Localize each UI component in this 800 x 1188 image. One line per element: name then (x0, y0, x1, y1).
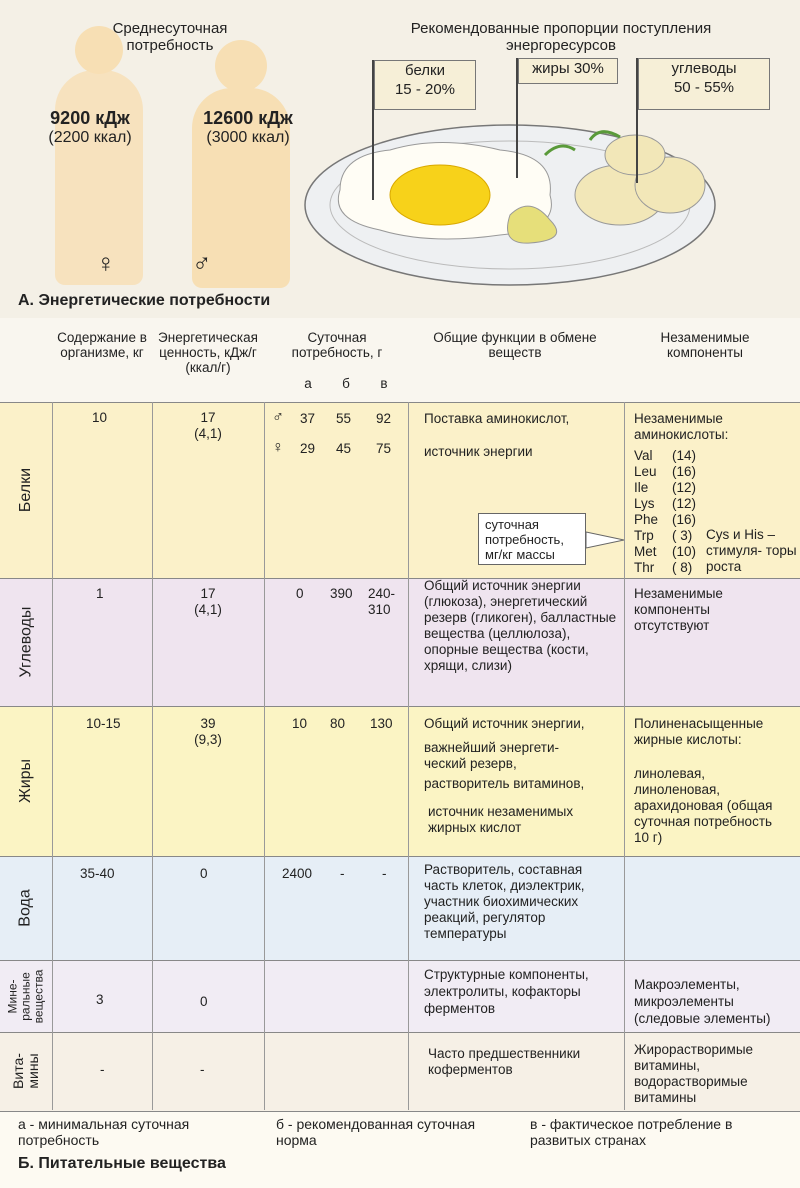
amino-acid-name: Phe (634, 512, 659, 527)
amino-acid-value: ( 3) (672, 528, 693, 543)
minerals-essential: Макроэлементы, микроэлементы (следовые элементы) (634, 977, 771, 1026)
proteins-flag-value: 15 - 20% (394, 81, 456, 98)
col-divider-2 (152, 402, 153, 1110)
row-label-fats-text: Жиры (16, 758, 34, 804)
amino-acid-item (634, 464, 714, 480)
proteins-func-2: источник энергии (424, 444, 533, 459)
amino-acid-name: Trp (634, 528, 654, 543)
daily-need-label: Среднесуточная потребность (112, 20, 228, 54)
proteins-male-b: 55 (336, 411, 352, 426)
fats-flag (518, 58, 618, 84)
carbs-flag-value: 50 - 55% (673, 79, 735, 96)
fats-essential-1: Полиненасыщенные жирные кислоты: (634, 716, 764, 747)
header-daily: Суточная потребность, г (291, 330, 383, 360)
male-kj: 12600 кДж (203, 108, 293, 128)
row-label-vitamins-text: Вита- мины (10, 1053, 41, 1089)
carbs-essential: Незаменимые компоненты отсутствуют (634, 586, 723, 633)
row-label-vitamins (0, 1032, 52, 1110)
vitamins-energy: - (200, 1062, 205, 1077)
amino-acid-value: (12) (672, 480, 697, 495)
fats-flag-name: жиры 30% (532, 60, 604, 77)
water-func: Растворитель, составная часть клеток, диэлектрик, участник биохимических реакций, регулятор температуры (424, 862, 585, 941)
proteins-female-c: 75 (376, 441, 392, 456)
energy-needs-section (0, 0, 800, 319)
amino-acid-value: (16) (672, 464, 697, 479)
amino-acid-value: (10) (672, 544, 697, 559)
header-functions: Общие функции в обмене веществ (433, 330, 597, 360)
proteins-func-1: Поставка аминокислот, (424, 411, 570, 426)
water-a: 2400 (282, 866, 313, 881)
fats-func-1: Общий источник энергии, (424, 716, 585, 731)
amino-acid-item (634, 544, 714, 560)
water-energy: 0 (200, 866, 208, 881)
section-a-title: А. Энергетические потребности (18, 292, 271, 309)
water-c: - (382, 866, 387, 881)
table-header (0, 318, 800, 402)
fats-func-4: источник незаменимых жирных кислот (428, 804, 574, 835)
amino-acid-name: Leu (634, 464, 657, 479)
egg-yolk-icon (390, 165, 490, 225)
row-water (0, 856, 800, 961)
fats-content: 10-15 (86, 716, 121, 731)
amino-acid-name: Met (634, 544, 657, 559)
col-divider-5 (624, 402, 625, 1110)
amino-acid-name: Thr (634, 560, 655, 575)
carbs-func: Общий источник энергии (глюкоза), энергетический резерв (гликоген), балластные вещества (целлюлоза), опорные вещества (кости, хрящи, слизи) (424, 578, 617, 673)
amino-acid-item (634, 512, 714, 528)
female-kcal: (2200 ккал) (48, 129, 132, 146)
fats-energy-kcal: (9,3) (194, 732, 222, 747)
row-label-carbs-text: Углеводы (17, 606, 34, 678)
carbs-flag-name: углеводы (671, 60, 737, 77)
header-col-c: в (380, 376, 388, 391)
header-col-a: а (304, 376, 312, 391)
header-essential: Незаменимые компоненты (660, 330, 750, 360)
amino-acid-name: Lys (634, 496, 655, 511)
header-energy: Энергетическая ценность, кДж/г (ккал/г) (158, 330, 258, 375)
header-content: Содержание в организме, кг (57, 330, 147, 360)
amino-acid-item (634, 448, 714, 464)
carbs-energy (180, 586, 236, 618)
fats-func-2: важнейший энергети- ческий резерв, (424, 740, 559, 771)
col-divider-1 (52, 402, 53, 1110)
amino-acid-value: (16) (672, 512, 697, 527)
carbs-energy-kj: 17 (200, 586, 216, 601)
proteins-male-a: 37 (300, 411, 316, 426)
amino-acid-name: Ile (634, 480, 649, 495)
fats-a: 10 (292, 716, 308, 731)
col-divider-4 (408, 402, 409, 1110)
carbs-c: 240- 310 (368, 586, 396, 617)
row-label-minerals (0, 960, 52, 1032)
female-symbol-icon: ♀ (96, 248, 116, 278)
row-label-minerals-text: Мине- ральные вещества (5, 969, 46, 1023)
plate-illustration (300, 95, 720, 295)
amino-acid-item (634, 496, 714, 512)
proteins-male-c: 92 (376, 411, 392, 426)
legend-a: а - минимальная суточная потребность (18, 1116, 190, 1148)
fats-essential-2: линолевая, линоленовая, арахидоновая (общая суточная потребность 10 г) (634, 766, 773, 845)
daily-need-callout: суточная потребность, мг/кг массы (478, 513, 586, 565)
vitamins-func: Часто предшественники коферментов (428, 1046, 581, 1077)
amino-acid-value: (14) (672, 448, 697, 463)
proteins-flag (374, 60, 476, 110)
male-symbol-small-icon: ♂ (272, 409, 284, 426)
vitamins-content: - (100, 1062, 105, 1077)
callout-pointer (586, 530, 626, 550)
row-label-proteins (0, 402, 52, 578)
proteins-note: Cys и His – стимуля- торы роста (706, 527, 797, 574)
fats-b: 80 (330, 716, 346, 731)
amino-acid-value: (12) (672, 496, 697, 511)
row-label-carbs (0, 578, 52, 706)
header-col-b: б (342, 376, 350, 391)
amino-acid-list (634, 448, 714, 576)
female-kj: 9200 кДж (50, 108, 130, 128)
fats-energy-kj: 39 (200, 716, 216, 731)
proteins-essential-title: Незаменимые аминокислоты: (634, 411, 729, 442)
row-label-water (0, 856, 52, 960)
carbs-a: 0 (296, 586, 304, 601)
female-energy (20, 108, 160, 147)
proteins-energy (180, 410, 236, 442)
minerals-content: 3 (96, 992, 104, 1007)
minerals-energy: 0 (200, 994, 208, 1009)
section-b-title: Б. Питательные вещества (18, 1155, 226, 1172)
carbs-energy-kcal: (4,1) (194, 602, 222, 617)
amino-acid-item (634, 480, 714, 496)
minerals-func: Структурные компоненты, электролиты, кофакторы ферментов (424, 967, 589, 1016)
legend-b: б - рекомендованная суточная норма (276, 1116, 476, 1148)
vitamins-essential: Жирорастворимые витамины, водорастворимые витамины (634, 1042, 754, 1105)
proteins-female-a: 29 (300, 441, 316, 456)
amino-acid-value: ( 8) (672, 560, 693, 575)
proteins-flag-name: белки (405, 62, 445, 79)
amino-acid-name: Val (634, 448, 653, 463)
proteins-female-b: 45 (336, 441, 352, 456)
water-b: - (340, 866, 345, 881)
fats-c: 130 (370, 716, 393, 731)
fats-func-3: растворитель витаминов, (424, 776, 585, 791)
fats-energy (180, 716, 236, 748)
proteins-energy-kcal: (4,1) (194, 426, 222, 441)
carbs-content: 1 (96, 586, 104, 601)
male-energy (178, 108, 318, 147)
proportions-label: Рекомендованные пропорции поступления энергоресурсов (410, 20, 712, 54)
female-symbol-small-icon: ♀ (272, 439, 284, 456)
carbs-b: 390 (330, 586, 353, 601)
row-label-proteins-text: Белки (16, 467, 34, 513)
proteins-content: 10 (92, 410, 108, 425)
col-divider-3 (264, 402, 265, 1110)
carbs-flag (638, 58, 770, 110)
row-label-water-text: Вода (16, 889, 34, 927)
proteins-energy-kj: 17 (200, 410, 216, 425)
male-kcal: (3000 ккал) (206, 129, 290, 146)
legend-c: в - фактическое потребление в развитых странах (530, 1116, 733, 1148)
male-symbol-icon: ♂ (192, 248, 212, 278)
row-label-fats (0, 706, 52, 856)
amino-acid-item (634, 528, 714, 544)
amino-acid-item (634, 560, 714, 576)
water-content: 35-40 (80, 866, 115, 881)
